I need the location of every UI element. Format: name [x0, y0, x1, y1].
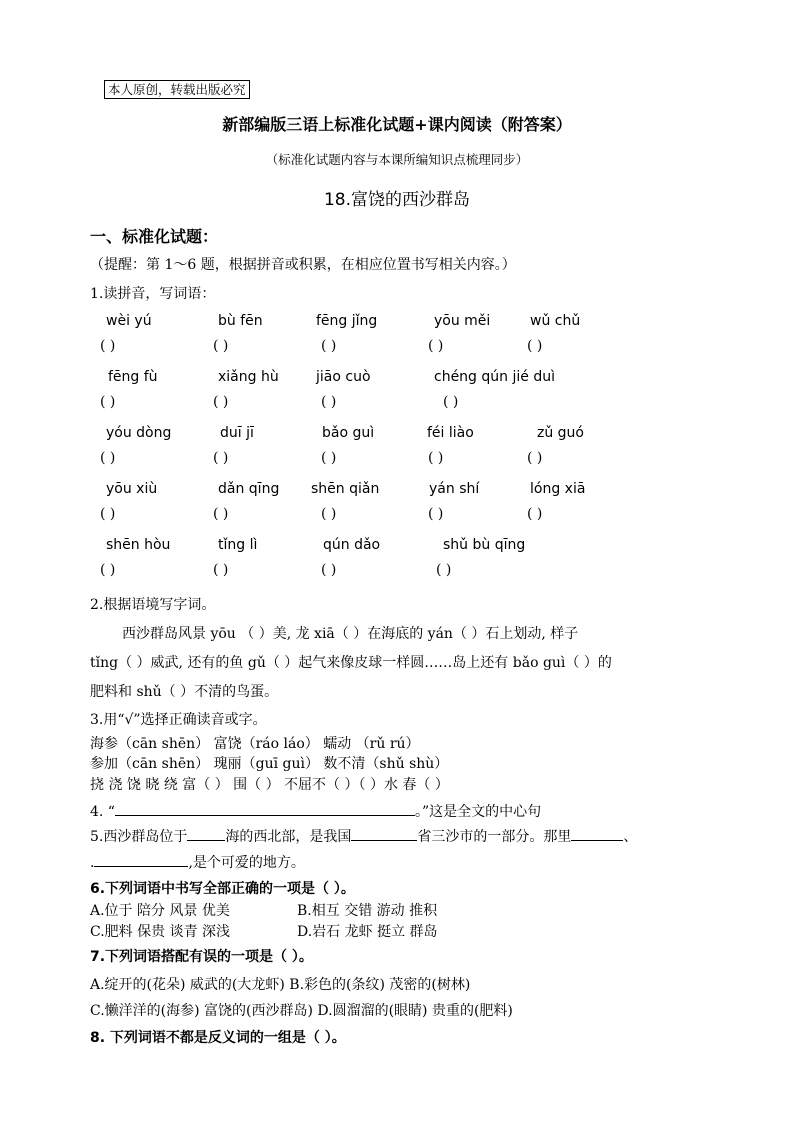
q5-text: 省三沙市的一部分。那里 — [417, 829, 572, 845]
pinyin: fēng fù — [108, 369, 158, 385]
pinyin: wèi yú — [106, 313, 152, 329]
q3-label: 3.用“√”选择正确读音或字。 — [90, 712, 267, 728]
pinyin: duī jī — [220, 425, 254, 441]
pinyin: qún dǎo — [323, 537, 381, 553]
q2-paragraph-line: 西沙群岛风景 yōu （ ）美, 龙 xiā（ ）在海底的 yán（ ）石上划动, 样子 — [122, 626, 579, 642]
q4-line — [90, 801, 541, 821]
q3-line: 海参（cān shēn） 富饶（ráo láo） 蠕动 （rǔ rú） — [90, 736, 420, 752]
answer-blank[interactable]: ( ) — [213, 394, 229, 410]
answer-blank[interactable]: ( ) — [213, 338, 229, 354]
answer-blank[interactable]: ( ) — [100, 394, 116, 410]
answer-blank[interactable]: ( ) — [527, 450, 543, 466]
answer-blank[interactable]: ( ) — [321, 394, 337, 410]
q2-paragraph-line: tǐng（ ）威武, 还有的鱼 gǔ（ ）起气来像皮球一样圆……岛上还有 bǎo guì（ ）的 — [90, 655, 612, 671]
answer-blank[interactable]: ( ) — [428, 450, 444, 466]
answer-blank[interactable]: ( ) — [443, 394, 459, 410]
q3-line: 挠 浇 饶 晓 绕 富（ ） 围（ ） 不屈不（ ）（ ）水 春（ ） — [90, 777, 449, 793]
pinyin: shēn hòu — [106, 537, 171, 553]
pinyin: lóng xiā — [530, 481, 586, 497]
q7-label: 7.下列词语搭配有误的一项是（ ）。 — [90, 949, 313, 965]
document-subtitle: （标准化试题内容与本课所编知识点梳理同步） — [265, 152, 529, 167]
reminder-text: （提醒：第 1～6 题，根据拼音或积累，在相应位置书写相关内容。） — [90, 257, 516, 273]
pinyin: shēn qiǎn — [311, 481, 380, 497]
q5-text: . — [90, 855, 95, 871]
answer-blank[interactable]: ( ) — [100, 450, 116, 466]
q7-options[interactable]: A.绽开的(花朵) 威武的(大龙虾) B.彩色的(条纹) 茂密的(树林) — [90, 977, 471, 993]
q5-text: ,是个可爱的地方。 — [188, 855, 305, 871]
q3-line: 参加（cān shēn） 瑰丽（guī guì） 数不清（shǔ shù） — [90, 756, 449, 772]
document-title: 新部编版三语上标准化试题+课内阅读（附答案） — [222, 115, 572, 134]
q5-line-2 — [90, 852, 305, 872]
pinyin: zǔ guó — [537, 425, 584, 441]
q4-suffix: 。”这是全文的中心句 — [414, 804, 542, 820]
pinyin: féi liào — [427, 425, 474, 441]
pinyin: chéng qún jié duì — [434, 369, 555, 385]
answer-blank[interactable]: ( ) — [527, 338, 543, 354]
copyright-stamp: 本人原创，转载出版必究 — [104, 80, 250, 99]
q5-text: 5.西沙群岛位于 — [90, 829, 188, 845]
pinyin: bù fēn — [218, 313, 263, 329]
option-c[interactable]: C.肥料 保贵 谈青 深浅 — [90, 924, 231, 940]
pinyin: yóu dòng — [106, 425, 172, 441]
q5-text: 海的西北部，是我国 — [225, 829, 352, 845]
pinyin: shǔ bù qīng — [443, 537, 526, 553]
q2-label: 2.根据语境写字词。 — [90, 597, 216, 613]
answer-blank[interactable]: ( ) — [213, 506, 229, 522]
answer-blank[interactable]: ( ) — [213, 562, 229, 578]
option-b[interactable]: B.相互 交错 游动 推积 — [297, 903, 438, 919]
fill-blank[interactable] — [115, 801, 415, 816]
q5-text: 、 — [623, 829, 638, 845]
option-a[interactable]: A.位于 陪分 风景 优美 — [90, 903, 230, 919]
q1-label: 1.读拼音，写词语： — [90, 286, 216, 302]
pinyin: bǎo guì — [322, 425, 375, 441]
q7-options[interactable]: C.懒洋洋的(海参) 富饶的(西沙群岛) D.圆溜溜的(眼睛) 贵重的(肥料) — [90, 1003, 513, 1019]
answer-blank[interactable]: ( ) — [321, 338, 337, 354]
pinyin: yōu xiù — [106, 481, 158, 497]
pinyin: wǔ chǔ — [530, 313, 581, 329]
q4-prefix: 4. “ — [90, 804, 115, 820]
answer-blank[interactable]: ( ) — [213, 450, 229, 466]
lesson-title: 18.富饶的西沙群岛 — [323, 190, 471, 210]
pinyin: yōu měi — [434, 313, 491, 329]
answer-blank[interactable]: ( ) — [428, 506, 444, 522]
q5-line-1 — [90, 826, 637, 846]
answer-blank[interactable]: ( ) — [321, 450, 337, 466]
pinyin: jiāo cuò — [316, 369, 371, 385]
answer-blank[interactable]: ( ) — [436, 562, 452, 578]
fill-blank[interactable] — [571, 826, 623, 841]
answer-blank[interactable]: ( ) — [321, 506, 337, 522]
fill-blank[interactable] — [351, 826, 417, 841]
q2-paragraph-line: 肥料和 shǔ（ ）不清的鸟蛋。 — [90, 684, 279, 700]
fill-blank[interactable] — [94, 852, 188, 867]
answer-blank[interactable]: ( ) — [100, 506, 116, 522]
answer-blank[interactable]: ( ) — [428, 338, 444, 354]
pinyin: yán shí — [429, 481, 480, 497]
option-d[interactable]: D.岩石 龙虾 挺立 群岛 — [297, 924, 438, 940]
q6-label: 6.下列词语中书写全部正确的一项是（ ）。 — [90, 881, 355, 897]
answer-blank[interactable]: ( ) — [321, 562, 337, 578]
answer-blank[interactable]: ( ) — [100, 562, 116, 578]
fill-blank[interactable] — [187, 826, 225, 841]
q8-label: 8. 下列词语不都是反义词的一组是（ ）。 — [90, 1030, 346, 1046]
section-heading: 一、标准化试题： — [90, 227, 219, 246]
pinyin: tǐng lì — [218, 537, 258, 553]
pinyin: dǎn qīng — [218, 481, 280, 497]
answer-blank[interactable]: ( ) — [527, 506, 543, 522]
answer-blank[interactable]: ( ) — [100, 338, 116, 354]
pinyin: fēng jǐng — [316, 313, 378, 329]
pinyin: xiǎng hù — [218, 369, 279, 385]
